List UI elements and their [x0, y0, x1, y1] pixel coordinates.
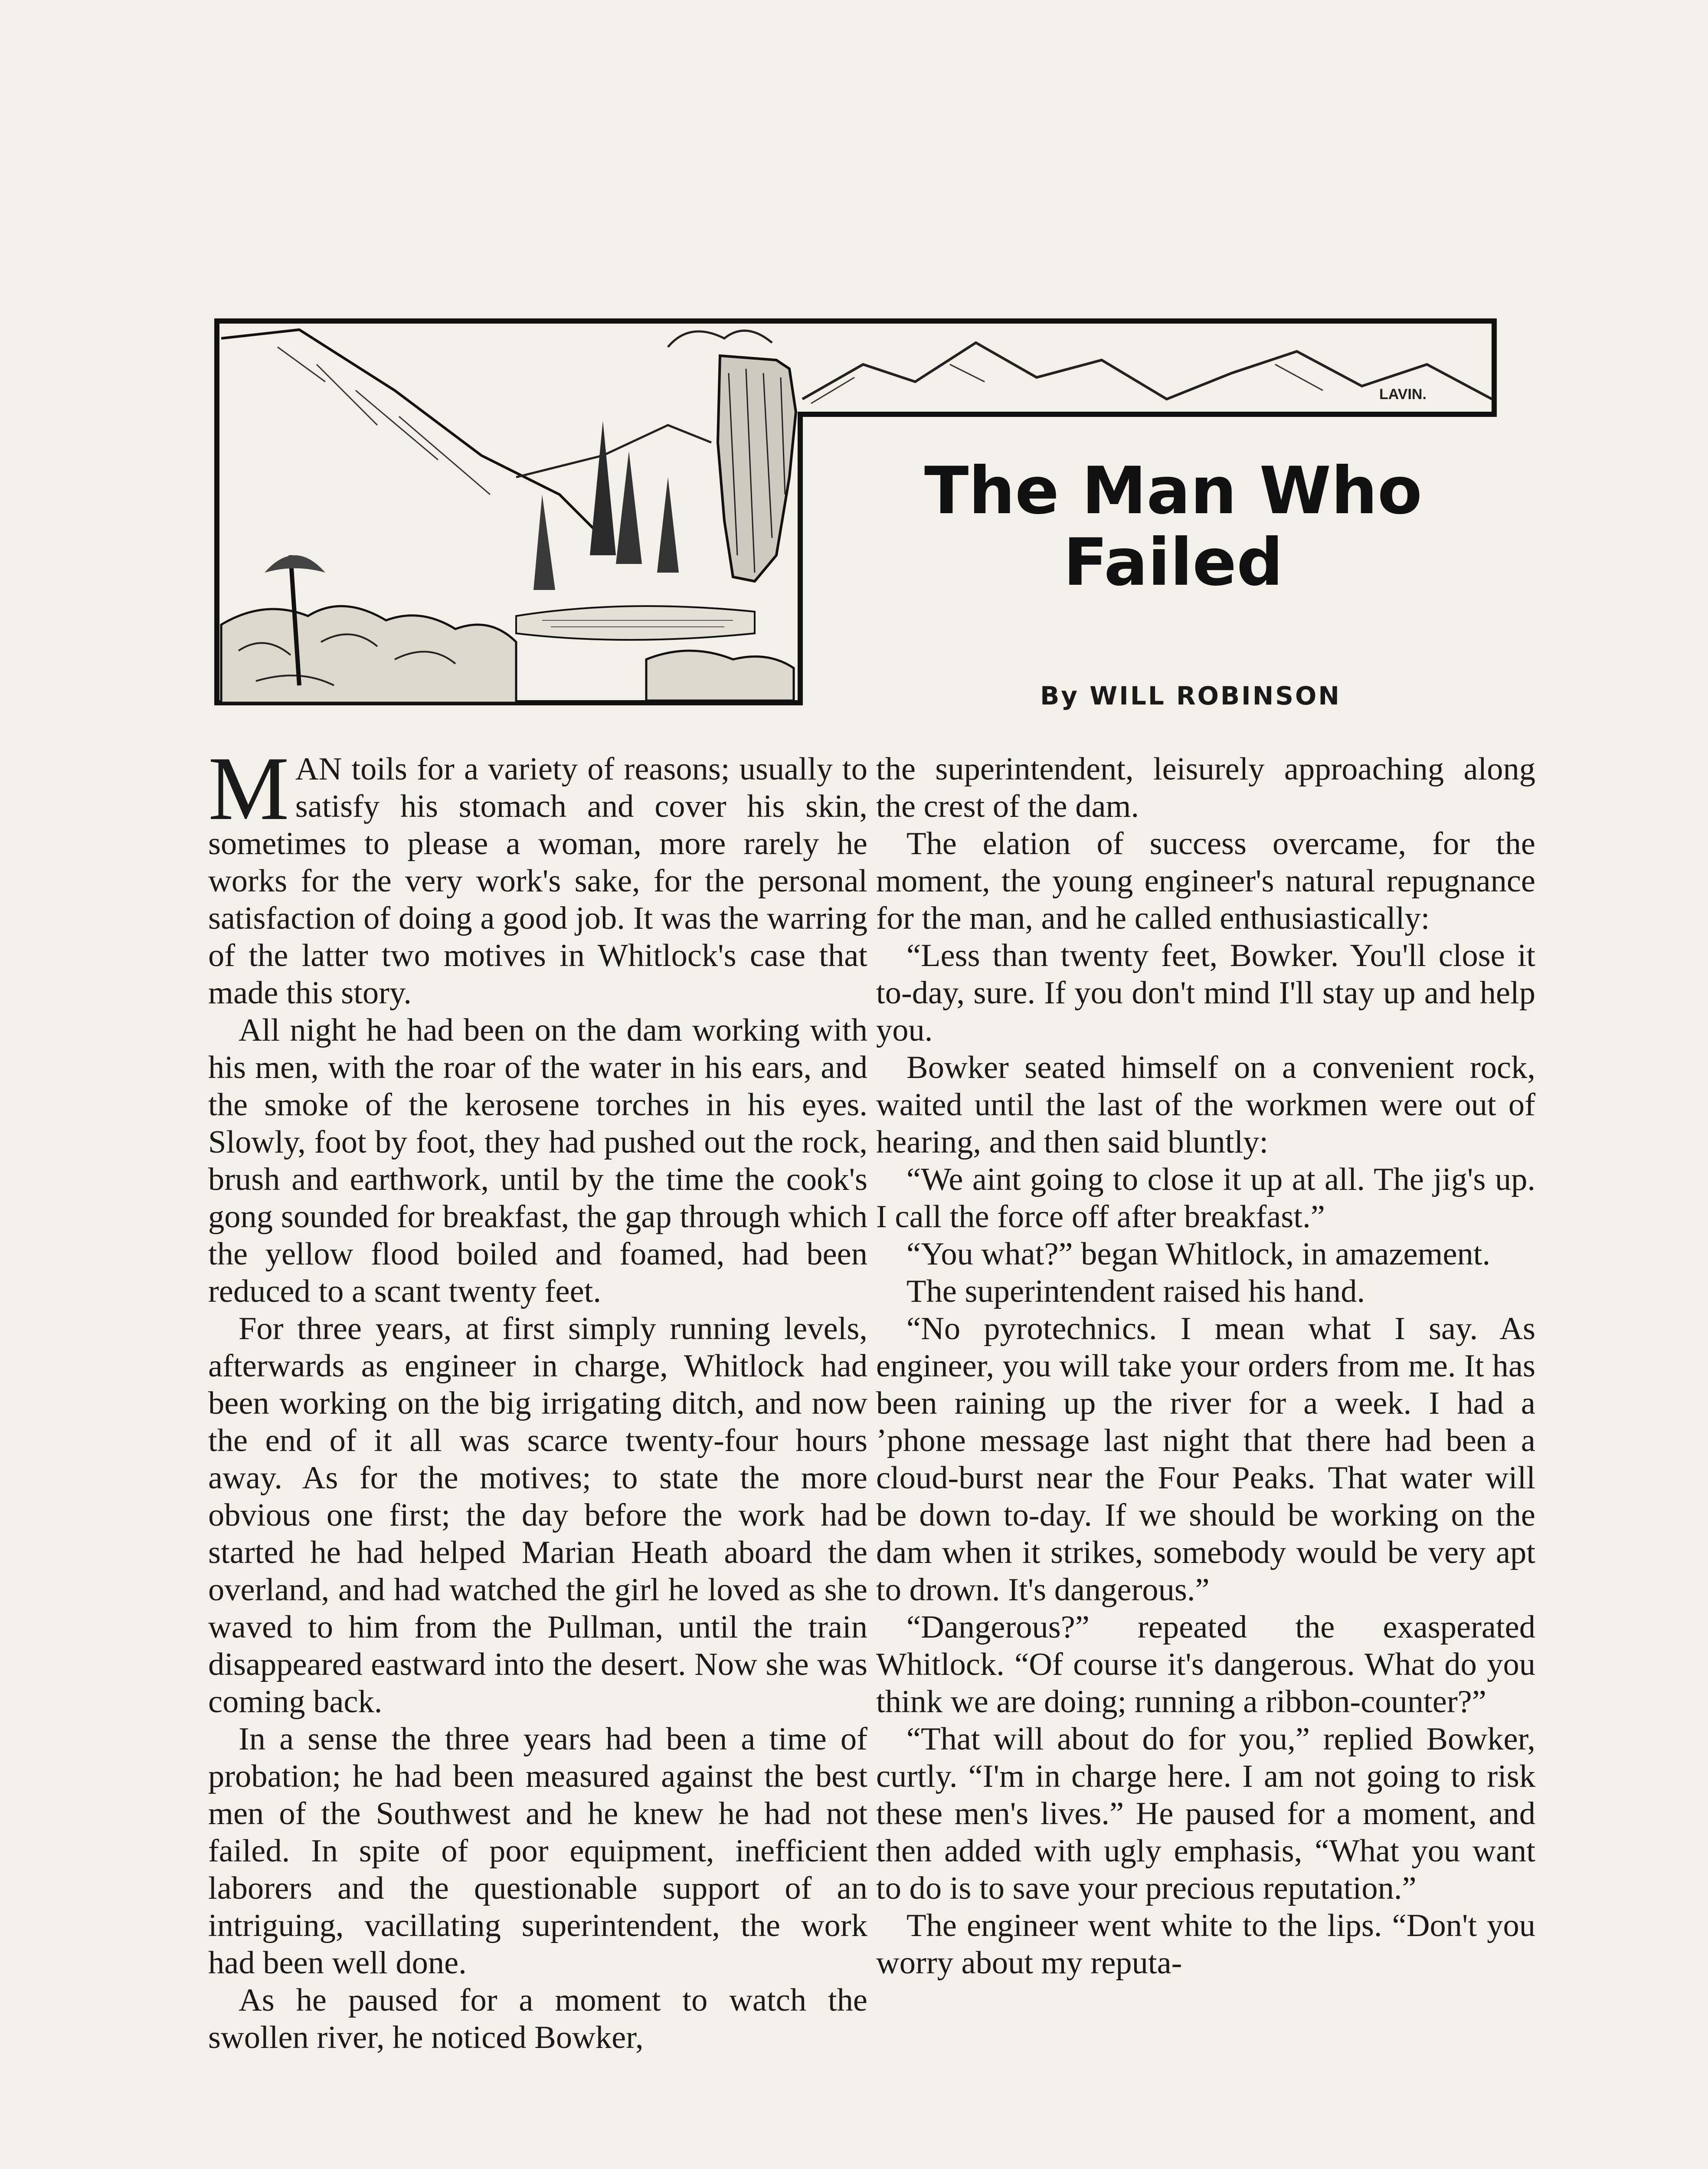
paragraph-text: The elation of success overcame, for the moment, the young engineer's natural repugnance for the man, and he called enthusiastically:: [876, 826, 1535, 936]
paragraph-text: “That will about do for you,” replied Bowker, curtly. “I'm in charge here. I am not going to risk these men's lives.” He paused for a moment, and then added with ugly emphasis, “What you want to do is to save your precious reputation.”: [876, 1721, 1535, 1906]
paragraph-text: AN toils for a variety of reasons; usually to satisfy his stomach and cover his skin, sometimes to please a woman, more rarely he works for the very work's sake, for the personal satisfaction of doing a good job. It was the warring of the latter two motives in Whitlock's case that made this story.: [208, 751, 867, 1011]
paragraph: [208, 738, 867, 1012]
paragraph: [876, 750, 1535, 825]
paragraph-text: As he paused for a moment to watch the swollen river, he noticed Bowker,: [208, 1982, 867, 2055]
paragraph: [876, 1161, 1535, 1235]
title-block: [837, 455, 1509, 711]
paragraph-text: “We aint going to close it up at all. The jig's up. I call the force off after breakfast.”: [876, 1162, 1535, 1235]
byline: By WILL ROBINSON: [1040, 681, 1341, 711]
artist-signature: LAVIN.: [1379, 386, 1427, 403]
paragraph-text: All night he had been on the dam working with his men, with the roar of the water in his ears, and the smoke of the kerosene torches in his eyes. Slowly, foot by foot, they had pushed out the rock, brush and earthwork, until by the time the cook's gong sounded for breakfast, the gap through which the yellow flood boiled and foamed, had been reduced to a scant twenty feet.: [208, 1012, 867, 1309]
paragraph-text: For three years, at first simply running levels, afterwards as engineer in charge, Whitlock had been working on the big irrigating ditch, and now the end of it all was scarce twenty-four hours away. As for the motives; to state the more obvious one first; the day before the work had started he had helped Marian Heath aboard the overland, and had watched the girl he loved as she waved to him from the Pullman, until the train disappeared eastward into the desert. Now she was coming back.: [208, 1311, 867, 1720]
paragraph: [208, 1720, 867, 1982]
paragraph: [208, 1310, 867, 1720]
paragraph-text: “You what?” began Whitlock, in amazement.: [906, 1236, 1491, 1272]
paragraph: [876, 1273, 1535, 1310]
paragraph-text: The superintendent raised his hand.: [906, 1274, 1365, 1309]
story-title-line-2: Failed: [1063, 525, 1283, 600]
paragraph: [208, 1982, 867, 2056]
paragraph: [876, 1609, 1535, 1720]
paragraph-text: “No pyrotechnics. I mean what I say. As engineer, you will take your orders from me. It has been raining up the river for a week. I had a ’phone message last night that there had been a cloud-burst near the Four Peaks. That water will be down to-day. If we should be working on the dam when it strikes, somebody would be very apt to drown. It's dangerous.”: [876, 1311, 1535, 1608]
column-left: [208, 738, 867, 2056]
paragraph: [208, 1012, 867, 1310]
paragraph: [876, 825, 1535, 937]
paragraph: [876, 1235, 1535, 1273]
paragraph-text: the superintendent, leisurely approaching along the crest of the dam.: [876, 751, 1535, 824]
paragraph: [876, 1907, 1535, 1982]
paragraph: [876, 937, 1535, 1049]
story-title-line-1: The Man Who: [924, 453, 1422, 529]
paragraph-text: “Less than twenty feet, Bowker. You'll close it to-day, sure. If you don't mind I'll stay up and help you.: [876, 938, 1535, 1048]
story-title: [837, 455, 1509, 599]
paragraph: [876, 1049, 1535, 1161]
paragraph: [876, 1720, 1535, 1907]
drop-cap: M: [208, 738, 289, 839]
paragraph-text: Bowker seated himself on a convenient rock, waited until the last of the workmen were out of hearing, and then said bluntly:: [876, 1050, 1535, 1160]
column-right: [876, 750, 1535, 1982]
paragraph-text: The engineer went white to the lips. “Don't you worry about my reputa-: [876, 1908, 1535, 1981]
paragraph: [876, 1310, 1535, 1609]
paragraph-text: “Dangerous?” repeated the exasperated Whitlock. “Of course it's dangerous. What do you think we are doing; running a ribbon-counter?”: [876, 1609, 1535, 1720]
paragraph-text: In a sense the three years had been a time of probation; he had been measured against the best men of the Southwest and he knew he had not failed. In spite of poor equipment, inefficient laborers and the questionable support of an intriguing, vacillating superintendent, the work had been well done.: [208, 1721, 867, 1981]
